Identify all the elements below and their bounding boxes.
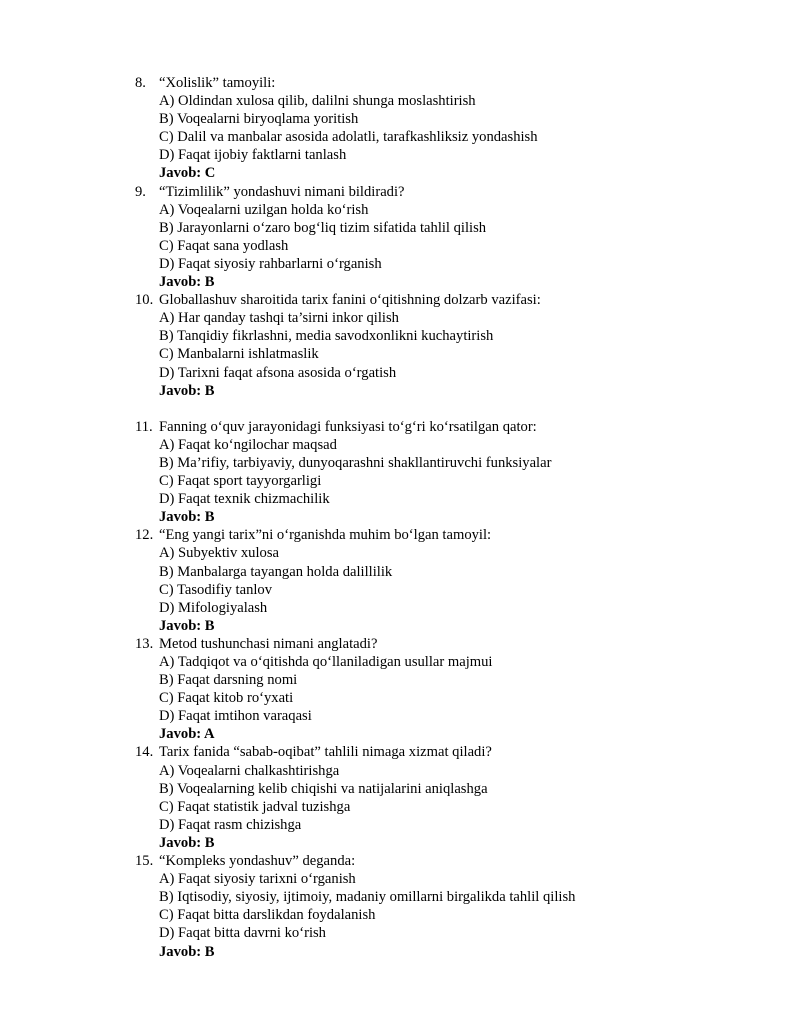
blank-line xyxy=(135,400,775,418)
question-number: 10. xyxy=(135,292,154,309)
option-b: B) Jarayonlarni o‘zaro bog‘liq tizim sifatida tahlil qilish xyxy=(159,219,487,236)
option-b: B) Voqealarni biryoqlama yoritish xyxy=(159,111,359,128)
question-title xyxy=(135,418,775,436)
option-c: C) Faqat statistik jadval tuzishga xyxy=(159,798,351,815)
answer: Javob: B xyxy=(159,834,215,851)
option-d: D) Faqat texnik chizmachilik xyxy=(159,491,330,508)
question-title xyxy=(135,852,775,870)
question-14 xyxy=(135,743,775,852)
question-8 xyxy=(135,74,775,183)
option-b: B) Iqtisodiy, siyosiy, ijtimoiy, madaniy omillarni birgalikda tahlil qilish xyxy=(159,889,576,906)
option-a: A) Har qanday tashqi ta’sirni inkor qilish xyxy=(159,310,399,327)
option-d: D) Faqat ijobiy faktlarni tanlash xyxy=(159,147,347,164)
question-11 xyxy=(135,418,775,527)
question-title xyxy=(135,526,775,544)
question-number: 13. xyxy=(135,635,154,652)
option-d: D) Faqat siyosiy rahbarlarni o‘rganish xyxy=(159,255,382,272)
question-10 xyxy=(135,291,775,400)
answer: Javob: B xyxy=(159,382,215,399)
option-d: D) Mifologiyalash xyxy=(159,599,268,616)
question-15 xyxy=(135,852,775,961)
question-title xyxy=(135,743,775,761)
question-text: “Eng yangi tarix”ni o‘rganishda muhim bo‘lgan tamoyil: xyxy=(159,527,492,544)
answer: Javob: B xyxy=(159,943,215,960)
question-9 xyxy=(135,183,775,292)
answer: Javob: B xyxy=(159,509,215,526)
question-text: Fanning o‘quv jarayonidagi funksiyasi to‘g‘ri ko‘rsatilgan qator: xyxy=(159,418,537,435)
option-c: C) Tasodifiy tanlov xyxy=(159,581,273,598)
option-a: A) Tadqiqot va o‘qitishda qo‘llaniladigan usullar majmui xyxy=(159,654,493,670)
answer: Javob: C xyxy=(159,165,216,182)
option-a: A) Faqat siyosiy tarixni o‘rganish xyxy=(159,871,356,888)
answer: Javob: A xyxy=(159,726,215,743)
option-d: D) Faqat imtihon varaqasi xyxy=(159,708,312,725)
question-text: Tarix fanida “sabab-oqibat” tahlili nimaga xizmat qiladi? xyxy=(159,744,492,761)
option-a: A) Voqealarni chalkashtirishga xyxy=(159,762,340,779)
option-d: D) Tarixni faqat afsona asosida o‘rgatish xyxy=(159,364,397,381)
question-text: Metod tushunchasi nimani anglatadi? xyxy=(159,635,378,652)
option-a: A) Voqealarni uzilgan holda ko‘rish xyxy=(159,201,369,218)
question-number: 15. xyxy=(135,853,154,870)
answer: Javob: B xyxy=(159,617,215,634)
option-c: C) Faqat bitta darslikdan foydalanish xyxy=(159,907,376,924)
option-c: C) Faqat sana yodlash xyxy=(159,237,289,254)
option-b: B) Ma’rifiy, tarbiyaviy, dunyoqarashni shakllantiruvchi funksiyalar xyxy=(159,454,552,471)
question-text: Globallashuv sharoitida tarix fanini o‘qitishning dolzarb vazifasi: xyxy=(159,292,541,309)
option-d: D) Faqat rasm chizishga xyxy=(159,816,302,833)
question-13 xyxy=(135,635,775,744)
option-c: C) Faqat kitob ro‘yxati xyxy=(159,690,294,707)
option-c: C) Dalil va manbalar asosida adolatli, tarafkashliksiz yondashish xyxy=(159,129,538,146)
question-text: “Tizimlilik” yondashuvi nimani bildiradi? xyxy=(159,183,405,200)
question-number: 12. xyxy=(135,527,154,544)
question-number: 14. xyxy=(135,744,154,761)
question-title xyxy=(135,291,775,309)
option-a: A) Oldindan xulosa qilib, dalilni shunga moslashtirish xyxy=(159,93,476,110)
option-a: A) Faqat ko‘ngilochar maqsad xyxy=(159,436,337,453)
option-a: A) Subyektiv xulosa xyxy=(159,545,279,562)
question-text: “Kompleks yondashuv” deganda: xyxy=(159,853,356,870)
question-number: 8. xyxy=(135,75,146,91)
question-number: 11. xyxy=(135,418,153,435)
option-d: D) Faqat bitta davrni ko‘rish xyxy=(159,925,326,942)
question-12 xyxy=(135,526,775,635)
answer: Javob: B xyxy=(159,274,215,291)
question-list xyxy=(135,74,775,961)
option-b: B) Voqealarning kelib chiqishi va natijalarini aniqlashga xyxy=(159,780,488,797)
option-b: B) Tanqidiy fikrlashni, media savodxonlikni kuchaytirish xyxy=(159,328,494,345)
question-title xyxy=(135,635,775,653)
question-text: “Xolislik” tamoyili: xyxy=(159,75,276,91)
option-b: B) Manbalarga tayangan holda dalillilik xyxy=(159,563,393,580)
question-title xyxy=(135,183,775,201)
option-b: B) Faqat darsning nomi xyxy=(159,672,298,689)
option-c: C) Manbalarni ishlatmaslik xyxy=(159,346,319,363)
question-title xyxy=(135,74,775,92)
option-c: C) Faqat sport tayyorgarligi xyxy=(159,473,322,490)
question-number: 9. xyxy=(135,183,146,200)
